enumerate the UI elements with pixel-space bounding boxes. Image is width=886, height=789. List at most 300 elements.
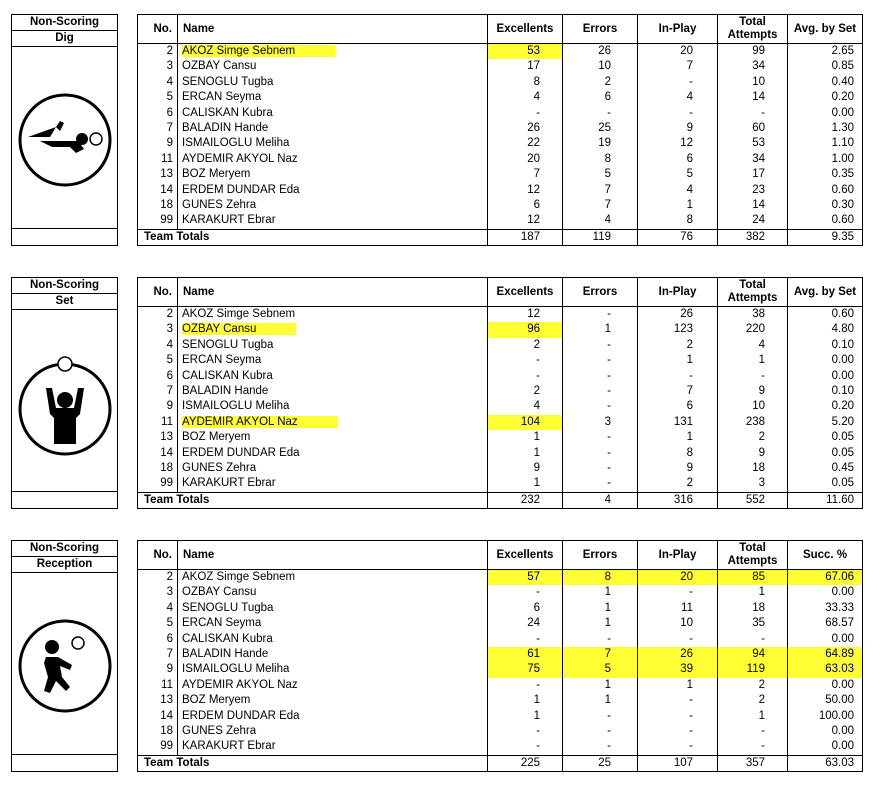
excellents-cell: 9	[488, 461, 563, 476]
total-attempts-cell: 23	[718, 183, 788, 198]
player-number: 11	[138, 152, 178, 167]
total-attempts-cell: 18	[718, 601, 788, 616]
table-row	[138, 307, 863, 323]
inplay-cell: -	[638, 75, 718, 90]
col-errors: Errors	[563, 15, 638, 44]
total-attempts-cell: 85	[718, 570, 788, 586]
total-attempts-cell: 17	[718, 167, 788, 182]
player-number: 18	[138, 198, 178, 213]
table-row	[138, 724, 863, 739]
avg-by-set-cell: 1.00	[788, 152, 863, 167]
table-row	[138, 106, 863, 121]
inplay-cell: 4	[638, 90, 718, 105]
excellents-cell: 61	[488, 647, 563, 662]
errors-cell: -	[563, 384, 638, 399]
team-totals-row	[138, 755, 863, 771]
success-pct-cell: 0.00	[788, 724, 863, 739]
avg-by-set-cell: 1.10	[788, 136, 863, 151]
excellents-total: 232	[488, 492, 563, 508]
errors-cell: -	[563, 353, 638, 368]
col-total: Total Attempts	[718, 15, 788, 44]
success-pct-cell: 63.03	[788, 662, 863, 677]
errors-cell: -	[563, 338, 638, 353]
player-number: 5	[138, 616, 178, 631]
table-row	[138, 662, 863, 677]
table-row	[138, 616, 863, 631]
player-number: 4	[138, 338, 178, 353]
excellents-cell: 8	[488, 75, 563, 90]
col-no: No.	[138, 541, 178, 570]
total-attempts-cell: -	[718, 106, 788, 121]
excellents-cell: 24	[488, 616, 563, 631]
inplay-cell: -	[638, 709, 718, 724]
excellents-cell: 75	[488, 662, 563, 677]
excellents-cell: 4	[488, 90, 563, 105]
table-row	[138, 678, 863, 693]
player-number: 14	[138, 183, 178, 198]
inplay-cell: -	[638, 724, 718, 739]
player-number: 18	[138, 724, 178, 739]
total-attempts-cell: 119	[718, 662, 788, 677]
errors-cell: 26	[563, 44, 638, 60]
excellents-cell: 2	[488, 338, 563, 353]
errors-cell: -	[563, 106, 638, 121]
total-attempts-cell: 238	[718, 415, 788, 430]
player-name: KARAKURT Ebrar	[178, 213, 488, 229]
player-number: 6	[138, 632, 178, 647]
inplay-cell: 6	[638, 399, 718, 414]
avg-by-set-cell: 0.45	[788, 461, 863, 476]
errors-cell: 1	[563, 678, 638, 693]
col-name: Name	[178, 15, 488, 44]
errors-cell: 3	[563, 415, 638, 430]
excellents-cell: -	[488, 632, 563, 647]
inplay-cell: 20	[638, 44, 718, 60]
total-attempts-cell: -	[718, 369, 788, 384]
inplay-total: 316	[638, 492, 718, 508]
player-number: 13	[138, 693, 178, 708]
success-pct-cell: 0.00	[788, 678, 863, 693]
player-name: CALISKAN Kubra	[178, 632, 488, 647]
errors-cell: 10	[563, 59, 638, 74]
player-name: GUNES Zehra	[178, 461, 488, 476]
excellents-cell: -	[488, 724, 563, 739]
inplay-cell: 11	[638, 601, 718, 616]
errors-cell: 7	[563, 198, 638, 213]
table-row	[138, 709, 863, 724]
errors-cell: 6	[563, 90, 638, 105]
table-row	[138, 693, 863, 708]
inplay-cell: 8	[638, 446, 718, 461]
avg-by-set-cell: 0.35	[788, 167, 863, 182]
player-name: SENOGLU Tugba	[178, 601, 488, 616]
errors-cell: 8	[563, 152, 638, 167]
col-errors: Errors	[563, 278, 638, 307]
col-total: Total Attempts	[718, 278, 788, 307]
team-totals-label: Team Totals	[138, 492, 488, 508]
total-attempts-cell: 94	[718, 647, 788, 662]
total-attempts-cell: 1	[718, 353, 788, 368]
avg-by-set-cell: 0.05	[788, 446, 863, 461]
table-row	[138, 585, 863, 600]
excellents-cell: 53	[488, 44, 563, 60]
team-totals-label: Team Totals	[138, 755, 488, 771]
avg-by-set-cell: 2.65	[788, 44, 863, 60]
total-attempts-cell: 18	[718, 461, 788, 476]
player-name-text: AKOZ Simge Sebnem	[182, 45, 335, 57]
inplay-cell: 6	[638, 152, 718, 167]
excellents-cell: 2	[488, 384, 563, 399]
errors-total: 25	[563, 755, 638, 771]
avg-by-set-cell: 0.10	[788, 384, 863, 399]
success-pct-cell: 50.00	[788, 693, 863, 708]
errors-cell: -	[563, 446, 638, 461]
errors-cell: -	[563, 724, 638, 739]
inplay-cell: -	[638, 693, 718, 708]
table-row	[138, 44, 863, 60]
excellents-cell: -	[488, 739, 563, 755]
player-name	[178, 322, 488, 337]
player-name: ISMAILOGLU Meliha	[178, 136, 488, 151]
player-number: 99	[138, 739, 178, 755]
player-name: OZBAY Cansu	[178, 59, 488, 74]
avg-by-set-cell: 5.20	[788, 415, 863, 430]
table-row	[138, 369, 863, 384]
table-row	[138, 430, 863, 445]
player-name: GUNES Zehra	[178, 198, 488, 213]
player-number: 2	[138, 570, 178, 586]
player-name: ERDEM DUNDAR Eda	[178, 709, 488, 724]
col-no: No.	[138, 15, 178, 44]
errors-cell: 1	[563, 616, 638, 631]
avg-by-set-cell: 4.80	[788, 322, 863, 337]
player-number: 9	[138, 136, 178, 151]
total-attempts-cell: 2	[718, 430, 788, 445]
excellents-total: 225	[488, 755, 563, 771]
player-name: BOZ Meryem	[178, 693, 488, 708]
player-number: 3	[138, 59, 178, 74]
player-number: 3	[138, 322, 178, 337]
total-attempts-cell: 1	[718, 709, 788, 724]
errors-cell: 4	[563, 213, 638, 229]
avg-by-set-cell: 0.30	[788, 198, 863, 213]
player-name: ERCAN Seyma	[178, 616, 488, 631]
player-name	[178, 415, 488, 430]
total-attempts-cell: 35	[718, 616, 788, 631]
inplay-cell: 1	[638, 430, 718, 445]
set-icon	[12, 328, 117, 478]
table-row	[138, 476, 863, 492]
inplay-cell: -	[638, 106, 718, 121]
total-attempts-total: 382	[718, 229, 788, 245]
success-pct-cell: 0.00	[788, 632, 863, 647]
inplay-cell: 123	[638, 322, 718, 337]
player-number: 6	[138, 106, 178, 121]
player-number: 5	[138, 353, 178, 368]
col-inplay: In-Play	[638, 278, 718, 307]
player-name-text: AYDEMIR AKYOL Naz	[182, 416, 338, 428]
col-name: Name	[178, 541, 488, 570]
inplay-cell: 26	[638, 647, 718, 662]
inplay-cell: 5	[638, 167, 718, 182]
player-number: 4	[138, 601, 178, 616]
total-attempts-cell: 10	[718, 75, 788, 90]
excellents-cell: 20	[488, 152, 563, 167]
success-pct-cell: 100.00	[788, 709, 863, 724]
inplay-cell: -	[638, 632, 718, 647]
player-name: ISMAILOGLU Meliha	[178, 662, 488, 677]
player-number: 14	[138, 709, 178, 724]
player-number: 9	[138, 399, 178, 414]
table-row	[138, 601, 863, 616]
total-attempts-cell: 1	[718, 585, 788, 600]
excellents-cell: -	[488, 106, 563, 121]
excellents-total: 187	[488, 229, 563, 245]
player-number: 6	[138, 369, 178, 384]
inplay-cell: 1	[638, 353, 718, 368]
avg-by-set-cell: 0.60	[788, 213, 863, 229]
table-row	[138, 461, 863, 476]
table-row	[138, 384, 863, 399]
player-number: 2	[138, 307, 178, 323]
player-name: AYDEMIR AKYOL Naz	[178, 678, 488, 693]
inplay-cell: 7	[638, 384, 718, 399]
total-attempts-cell: 99	[718, 44, 788, 60]
total-attempts-cell: 10	[718, 399, 788, 414]
team-totals-row	[138, 492, 863, 508]
total-attempts-cell: 4	[718, 338, 788, 353]
avg-by-set-cell: 0.05	[788, 476, 863, 492]
table-row	[138, 399, 863, 414]
reception-table	[137, 540, 863, 772]
success-pct-cell: 67.06	[788, 570, 863, 586]
col-errors: Errors	[563, 541, 638, 570]
errors-cell: -	[563, 739, 638, 755]
player-name: CALISKAN Kubra	[178, 369, 488, 384]
col-inplay: In-Play	[638, 541, 718, 570]
total-attempts-cell: 14	[718, 90, 788, 105]
errors-cell: 5	[563, 662, 638, 677]
errors-cell: -	[563, 476, 638, 492]
total-attempts-cell: -	[718, 632, 788, 647]
total-attempts-total: 357	[718, 755, 788, 771]
avg-by-set-cell: 0.00	[788, 106, 863, 121]
errors-cell: -	[563, 307, 638, 323]
table-row	[138, 570, 863, 586]
excellents-cell: 1	[488, 476, 563, 492]
player-name-text: OZBAY Cansu	[182, 323, 296, 335]
success-pct-cell: 0.00	[788, 585, 863, 600]
inplay-cell: 2	[638, 338, 718, 353]
table-row	[138, 415, 863, 430]
table-row	[138, 183, 863, 198]
errors-cell: 19	[563, 136, 638, 151]
dig-table	[137, 14, 863, 246]
total-attempts-cell: 60	[718, 121, 788, 136]
inplay-cell: 9	[638, 461, 718, 476]
total-attempts-cell: 9	[718, 384, 788, 399]
errors-cell: -	[563, 709, 638, 724]
excellents-cell: 1	[488, 693, 563, 708]
table-row	[138, 75, 863, 90]
inplay-cell: 9	[638, 121, 718, 136]
avg-by-set-cell: 0.20	[788, 90, 863, 105]
table-row	[138, 152, 863, 167]
inplay-total: 107	[638, 755, 718, 771]
total-attempts-cell: 220	[718, 322, 788, 337]
inplay-cell: 26	[638, 307, 718, 323]
player-name: AKOZ Simge Sebnem	[178, 307, 488, 323]
total-attempts-cell: -	[718, 724, 788, 739]
side-footer	[12, 228, 117, 245]
total-attempts-cell: 34	[718, 59, 788, 74]
table-row	[138, 167, 863, 182]
table-row	[138, 647, 863, 662]
avg-by-set-total: 9.35	[788, 229, 863, 245]
excellents-cell: 22	[488, 136, 563, 151]
table-row	[138, 338, 863, 353]
player-number: 4	[138, 75, 178, 90]
total-attempts-cell: 2	[718, 693, 788, 708]
player-number: 13	[138, 167, 178, 182]
player-number: 99	[138, 476, 178, 492]
table-row	[138, 121, 863, 136]
inplay-cell: 131	[638, 415, 718, 430]
side-label-bottom: Dig	[12, 31, 117, 47]
excellents-cell: 12	[488, 183, 563, 198]
success-pct-cell: 68.57	[788, 616, 863, 631]
player-number: 7	[138, 121, 178, 136]
excellents-cell: -	[488, 369, 563, 384]
avg-by-set-cell: 0.00	[788, 353, 863, 368]
total-attempts-cell: 9	[718, 446, 788, 461]
side-panel-set	[11, 277, 118, 509]
player-number: 7	[138, 647, 178, 662]
total-attempts-cell: 24	[718, 213, 788, 229]
player-name: BALADIN Hande	[178, 121, 488, 136]
excellents-cell: 1	[488, 709, 563, 724]
team-totals-label: Team Totals	[138, 229, 488, 245]
excellents-cell: 57	[488, 570, 563, 586]
player-number: 2	[138, 44, 178, 60]
table-row	[138, 353, 863, 368]
errors-cell: 7	[563, 183, 638, 198]
errors-cell: 1	[563, 693, 638, 708]
total-attempts-cell: 2	[718, 678, 788, 693]
col-avg: Avg. by Set	[788, 278, 863, 307]
table-row	[138, 739, 863, 755]
table-row	[138, 136, 863, 151]
player-name: SENOGLU Tugba	[178, 338, 488, 353]
side-label-top: Non-Scoring	[12, 15, 117, 31]
excellents-cell: 1	[488, 430, 563, 445]
total-attempts-cell: 53	[718, 136, 788, 151]
total-attempts-cell: 34	[718, 152, 788, 167]
col-excellents: Excellents	[488, 541, 563, 570]
excellents-cell: 12	[488, 213, 563, 229]
excellents-cell: 26	[488, 121, 563, 136]
side-label-bottom: Set	[12, 294, 117, 310]
player-number: 11	[138, 678, 178, 693]
player-name: BALADIN Hande	[178, 384, 488, 399]
player-name: GUNES Zehra	[178, 724, 488, 739]
avg-by-set-cell: 0.20	[788, 399, 863, 414]
excellents-cell: 6	[488, 198, 563, 213]
excellents-cell: 12	[488, 307, 563, 323]
team-totals-row	[138, 229, 863, 245]
col-excellents: Excellents	[488, 278, 563, 307]
errors-cell: -	[563, 430, 638, 445]
errors-cell: 1	[563, 585, 638, 600]
set-table	[137, 277, 863, 509]
inplay-cell: -	[638, 739, 718, 755]
player-name: ERCAN Seyma	[178, 90, 488, 105]
side-footer	[12, 491, 117, 508]
player-name: KARAKURT Ebrar	[178, 476, 488, 492]
inplay-cell: 1	[638, 678, 718, 693]
errors-total: 4	[563, 492, 638, 508]
excellents-cell: 1	[488, 446, 563, 461]
success-pct-cell: 64.89	[788, 647, 863, 662]
total-attempts-cell: 14	[718, 198, 788, 213]
errors-cell: 8	[563, 570, 638, 586]
player-number: 9	[138, 662, 178, 677]
total-attempts-cell: 38	[718, 307, 788, 323]
player-name: ERDEM DUNDAR Eda	[178, 446, 488, 461]
avg-by-set-cell: 0.00	[788, 369, 863, 384]
inplay-cell: 4	[638, 183, 718, 198]
avg-by-set-cell: 0.60	[788, 307, 863, 323]
errors-cell: -	[563, 399, 638, 414]
side-footer	[12, 754, 117, 771]
excellents-cell: -	[488, 585, 563, 600]
col-succ: Succ. %	[788, 541, 863, 570]
player-name: SENOGLU Tugba	[178, 75, 488, 90]
excellents-cell: 17	[488, 59, 563, 74]
player-name	[178, 44, 488, 60]
avg-by-set-cell: 0.40	[788, 75, 863, 90]
side-label-bottom: Reception	[12, 557, 117, 573]
player-number: 13	[138, 430, 178, 445]
excellents-cell: -	[488, 353, 563, 368]
player-name: AYDEMIR AKYOL Naz	[178, 152, 488, 167]
side-label-top: Non-Scoring	[12, 278, 117, 294]
avg-by-set-cell: 0.10	[788, 338, 863, 353]
errors-cell: 7	[563, 647, 638, 662]
success-pct-cell: 0.00	[788, 739, 863, 755]
excellents-cell: -	[488, 678, 563, 693]
errors-cell: 1	[563, 601, 638, 616]
col-total: Total Attempts	[718, 541, 788, 570]
errors-total: 119	[563, 229, 638, 245]
table-row	[138, 198, 863, 213]
col-no: No.	[138, 278, 178, 307]
table-row	[138, 90, 863, 105]
avg-by-set-cell: 0.85	[788, 59, 863, 74]
player-name: ERDEM DUNDAR Eda	[178, 183, 488, 198]
excellents-cell: 7	[488, 167, 563, 182]
reception-icon	[12, 591, 117, 741]
inplay-cell: 39	[638, 662, 718, 677]
errors-cell: 1	[563, 322, 638, 337]
inplay-cell: 8	[638, 213, 718, 229]
side-label-top: Non-Scoring	[12, 541, 117, 557]
table-row	[138, 632, 863, 647]
player-name: BALADIN Hande	[178, 647, 488, 662]
total-attempts-total: 552	[718, 492, 788, 508]
excellents-cell: 6	[488, 601, 563, 616]
player-number: 3	[138, 585, 178, 600]
